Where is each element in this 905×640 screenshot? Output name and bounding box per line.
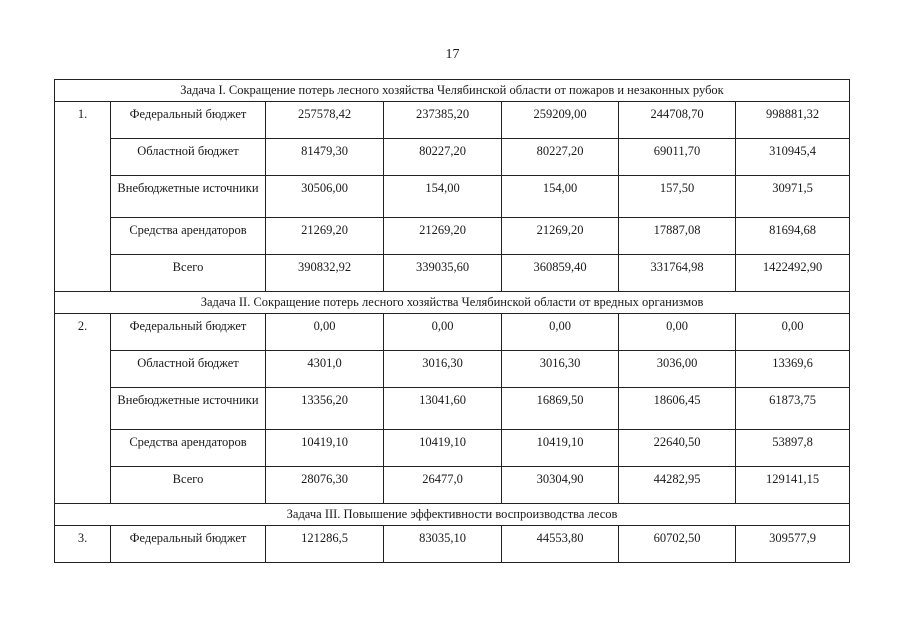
value-cell: 81479,30 xyxy=(266,139,384,176)
table-row xyxy=(55,430,850,467)
table-row xyxy=(55,102,850,139)
value-cell: 360859,40 xyxy=(502,255,619,292)
page-number: 17 xyxy=(445,47,460,62)
funding-source-label: Внебюджетные источники xyxy=(111,388,266,430)
funding-source-label: Областной бюджет xyxy=(111,139,266,176)
task-title: Задача III. Повышение эффективности воспроизводства лесов xyxy=(55,504,850,526)
value-cell: 13356,20 xyxy=(266,388,384,430)
task-header-row xyxy=(55,80,850,102)
value-cell: 16869,50 xyxy=(502,388,619,430)
value-cell: 10419,10 xyxy=(502,430,619,467)
value-cell: 44282,95 xyxy=(619,467,736,504)
value-cell: 60702,50 xyxy=(619,526,736,563)
funding-source-label: Средства арендаторов xyxy=(111,218,266,255)
item-number: 2. xyxy=(55,314,111,504)
total-value-cell: 309577,9 xyxy=(736,526,850,563)
funding-source-label: Федеральный бюджет xyxy=(111,102,266,139)
total-value-cell: 61873,75 xyxy=(736,388,850,430)
value-cell: 21269,20 xyxy=(384,218,502,255)
funding-source-label: Внебюджетные источники xyxy=(111,176,266,218)
value-cell: 0,00 xyxy=(384,314,502,351)
value-cell: 259209,00 xyxy=(502,102,619,139)
value-cell: 4301,0 xyxy=(266,351,384,388)
funding-source-label: Федеральный бюджет xyxy=(111,526,266,563)
table-row xyxy=(55,388,850,430)
value-cell: 154,00 xyxy=(384,176,502,218)
value-cell: 80227,20 xyxy=(502,139,619,176)
funding-source-label: Всего xyxy=(111,255,266,292)
funding-source-label: Федеральный бюджет xyxy=(111,314,266,351)
value-cell: 17887,08 xyxy=(619,218,736,255)
value-cell: 10419,10 xyxy=(384,430,502,467)
task-title: Задача I. Сокращение потерь лесного хозяйства Челябинской области от пожаров и незаконных рубок xyxy=(55,80,850,102)
total-value-cell: 13369,6 xyxy=(736,351,850,388)
table-row xyxy=(55,255,850,292)
total-value-cell: 0,00 xyxy=(736,314,850,351)
item-number: 1. xyxy=(55,102,111,292)
item-number: 3. xyxy=(55,526,111,563)
value-cell: 13041,60 xyxy=(384,388,502,430)
value-cell: 21269,20 xyxy=(502,218,619,255)
total-value-cell: 30971,5 xyxy=(736,176,850,218)
value-cell: 3036,00 xyxy=(619,351,736,388)
table-row xyxy=(55,351,850,388)
value-cell: 22640,50 xyxy=(619,430,736,467)
value-cell: 157,50 xyxy=(619,176,736,218)
total-value-cell: 129141,15 xyxy=(736,467,850,504)
value-cell: 0,00 xyxy=(502,314,619,351)
value-cell: 28076,30 xyxy=(266,467,384,504)
total-value-cell: 53897,8 xyxy=(736,430,850,467)
table-row xyxy=(55,526,850,563)
value-cell: 244708,70 xyxy=(619,102,736,139)
value-cell: 237385,20 xyxy=(384,102,502,139)
budget-table-body xyxy=(55,80,850,563)
total-value-cell: 1422492,90 xyxy=(736,255,850,292)
value-cell: 3016,30 xyxy=(384,351,502,388)
value-cell: 30506,00 xyxy=(266,176,384,218)
value-cell: 3016,30 xyxy=(502,351,619,388)
table-row xyxy=(55,218,850,255)
value-cell: 331764,98 xyxy=(619,255,736,292)
value-cell: 0,00 xyxy=(619,314,736,351)
value-cell: 339035,60 xyxy=(384,255,502,292)
value-cell: 80227,20 xyxy=(384,139,502,176)
task-title: Задача II. Сокращение потерь лесного хозяйства Челябинской области от вредных организмов xyxy=(55,292,850,314)
funding-source-label: Всего xyxy=(111,467,266,504)
task-header-row xyxy=(55,292,850,314)
value-cell: 18606,45 xyxy=(619,388,736,430)
value-cell: 10419,10 xyxy=(266,430,384,467)
value-cell: 83035,10 xyxy=(384,526,502,563)
value-cell: 154,00 xyxy=(502,176,619,218)
funding-source-label: Средства арендаторов xyxy=(111,430,266,467)
value-cell: 30304,90 xyxy=(502,467,619,504)
budget-table xyxy=(54,79,850,563)
total-value-cell: 81694,68 xyxy=(736,218,850,255)
value-cell: 69011,70 xyxy=(619,139,736,176)
value-cell: 257578,42 xyxy=(266,102,384,139)
value-cell: 26477,0 xyxy=(384,467,502,504)
task-header-row xyxy=(55,504,850,526)
table-row xyxy=(55,314,850,351)
value-cell: 44553,80 xyxy=(502,526,619,563)
table-row xyxy=(55,467,850,504)
value-cell: 390832,92 xyxy=(266,255,384,292)
table-row xyxy=(55,139,850,176)
value-cell: 21269,20 xyxy=(266,218,384,255)
table-row xyxy=(55,176,850,218)
total-value-cell: 310945,4 xyxy=(736,139,850,176)
funding-source-label: Областной бюджет xyxy=(111,351,266,388)
total-value-cell: 998881,32 xyxy=(736,102,850,139)
value-cell: 121286,5 xyxy=(266,526,384,563)
value-cell: 0,00 xyxy=(266,314,384,351)
